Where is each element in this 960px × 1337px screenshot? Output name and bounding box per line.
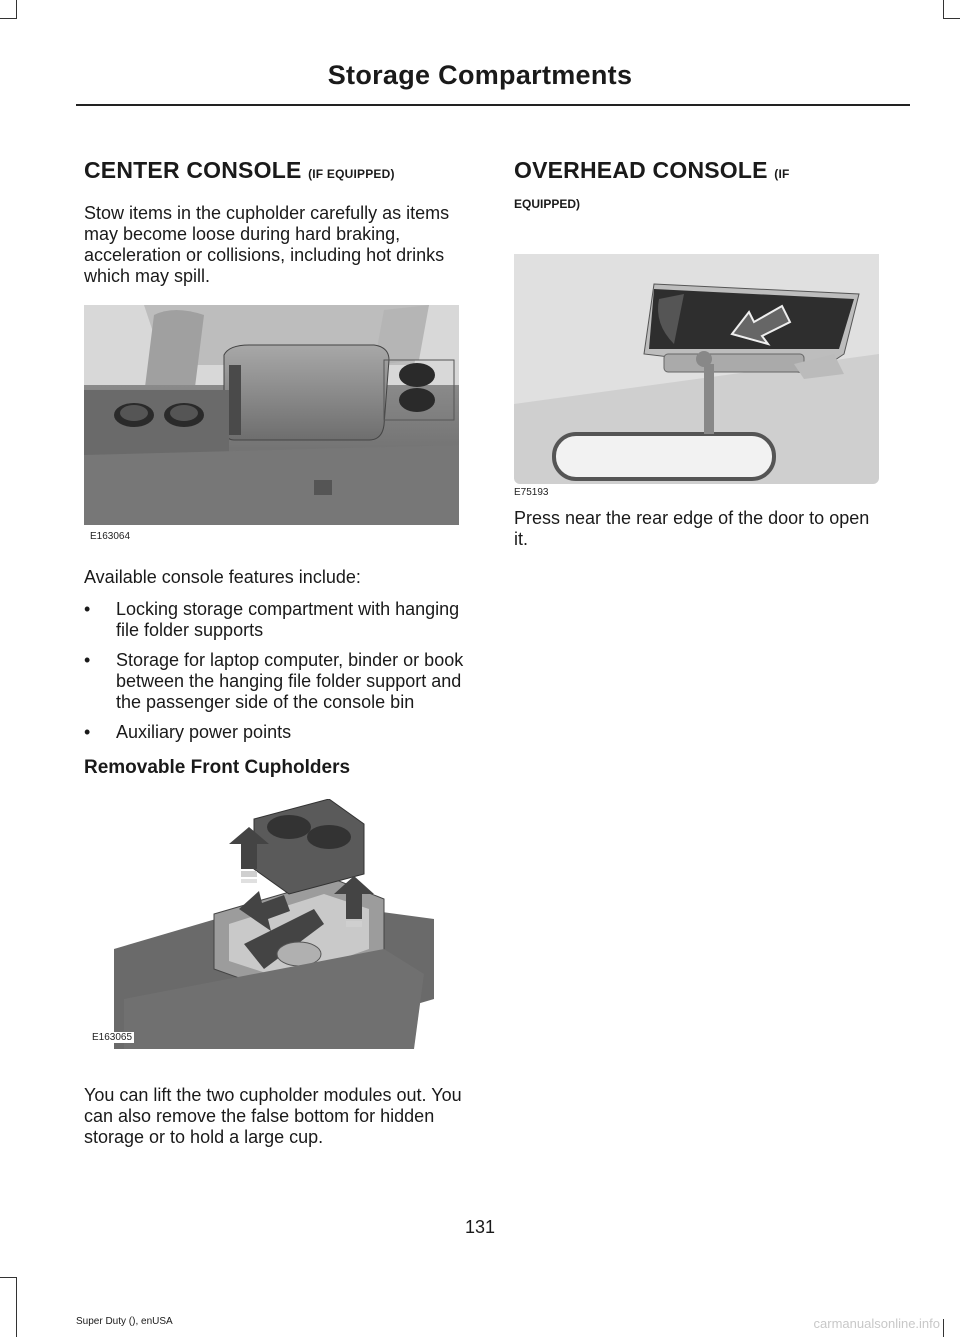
- overhead-console-heading: [514, 150, 884, 194]
- crop-mark: [943, 18, 960, 19]
- bullet: •: [84, 722, 91, 742]
- list-item: [84, 650, 479, 713]
- cupholders-subheading: Removable Front Cupholders: [84, 757, 351, 778]
- figure-code: E163065: [92, 1032, 133, 1043]
- crop-mark: [16, 0, 17, 18]
- center-console-heading: [84, 150, 479, 194]
- features-intro: Available console features include:: [84, 567, 361, 587]
- list-item: [84, 599, 479, 641]
- figure-code: E75193: [514, 487, 549, 498]
- figure-code: E163064: [90, 531, 131, 542]
- cupholder-warning-text: Stow items in the cupholder carefully as items may become loose during hard braking, acceleration or collisions, including hot drinks which may spill.: [84, 203, 450, 286]
- heading-suffix: (IF EQUIPPED): [308, 167, 395, 181]
- heading-main: OVERHEAD CONSOLE: [514, 157, 768, 183]
- cupholder-description: You can lift the two cupholder modules out. You can also remove the false bottom for hidden storage or to hold a large cup.: [84, 1085, 462, 1147]
- heading-main: CENTER CONSOLE: [84, 157, 302, 183]
- features-list: [84, 599, 479, 743]
- bullet: •: [84, 599, 91, 619]
- list-item-text: Locking storage compartment with hanging file folder supports: [116, 599, 460, 640]
- center-console-illustration: [84, 305, 459, 525]
- overhead-console-figure: [514, 254, 879, 504]
- crop-mark: [0, 1277, 17, 1278]
- crop-mark: [943, 1319, 944, 1337]
- list-item-text: Auxiliary power points: [116, 722, 292, 742]
- cupholder-illustration: [84, 799, 459, 1049]
- left-column: [84, 150, 479, 1148]
- list-item-text: Storage for laptop computer, binder or book between the hanging file folder support and the passenger side of the console bin: [116, 650, 464, 712]
- document-info: Super Duty (), enUSA: [76, 1316, 173, 1327]
- crop-mark: [16, 1277, 17, 1337]
- overhead-console-text: Press near the rear edge of the door to open it.: [514, 508, 870, 549]
- heading-suffix-continued: EQUIPPED): [514, 197, 581, 211]
- page-number: 131: [464, 1217, 496, 1237]
- bullet: •: [84, 650, 91, 670]
- header-divider: [76, 104, 910, 106]
- crop-mark: [943, 0, 944, 18]
- page-title: Storage Compartments: [327, 60, 633, 90]
- list-item: [84, 722, 479, 743]
- watermark: carmanualsonline.info: [813, 1316, 940, 1331]
- heading-suffix: (IF: [774, 167, 790, 181]
- cupholder-figure: [84, 799, 459, 1049]
- crop-mark: [0, 18, 17, 19]
- overhead-console-illustration: [514, 254, 879, 484]
- center-console-figure: [84, 305, 459, 545]
- right-column: [514, 150, 884, 550]
